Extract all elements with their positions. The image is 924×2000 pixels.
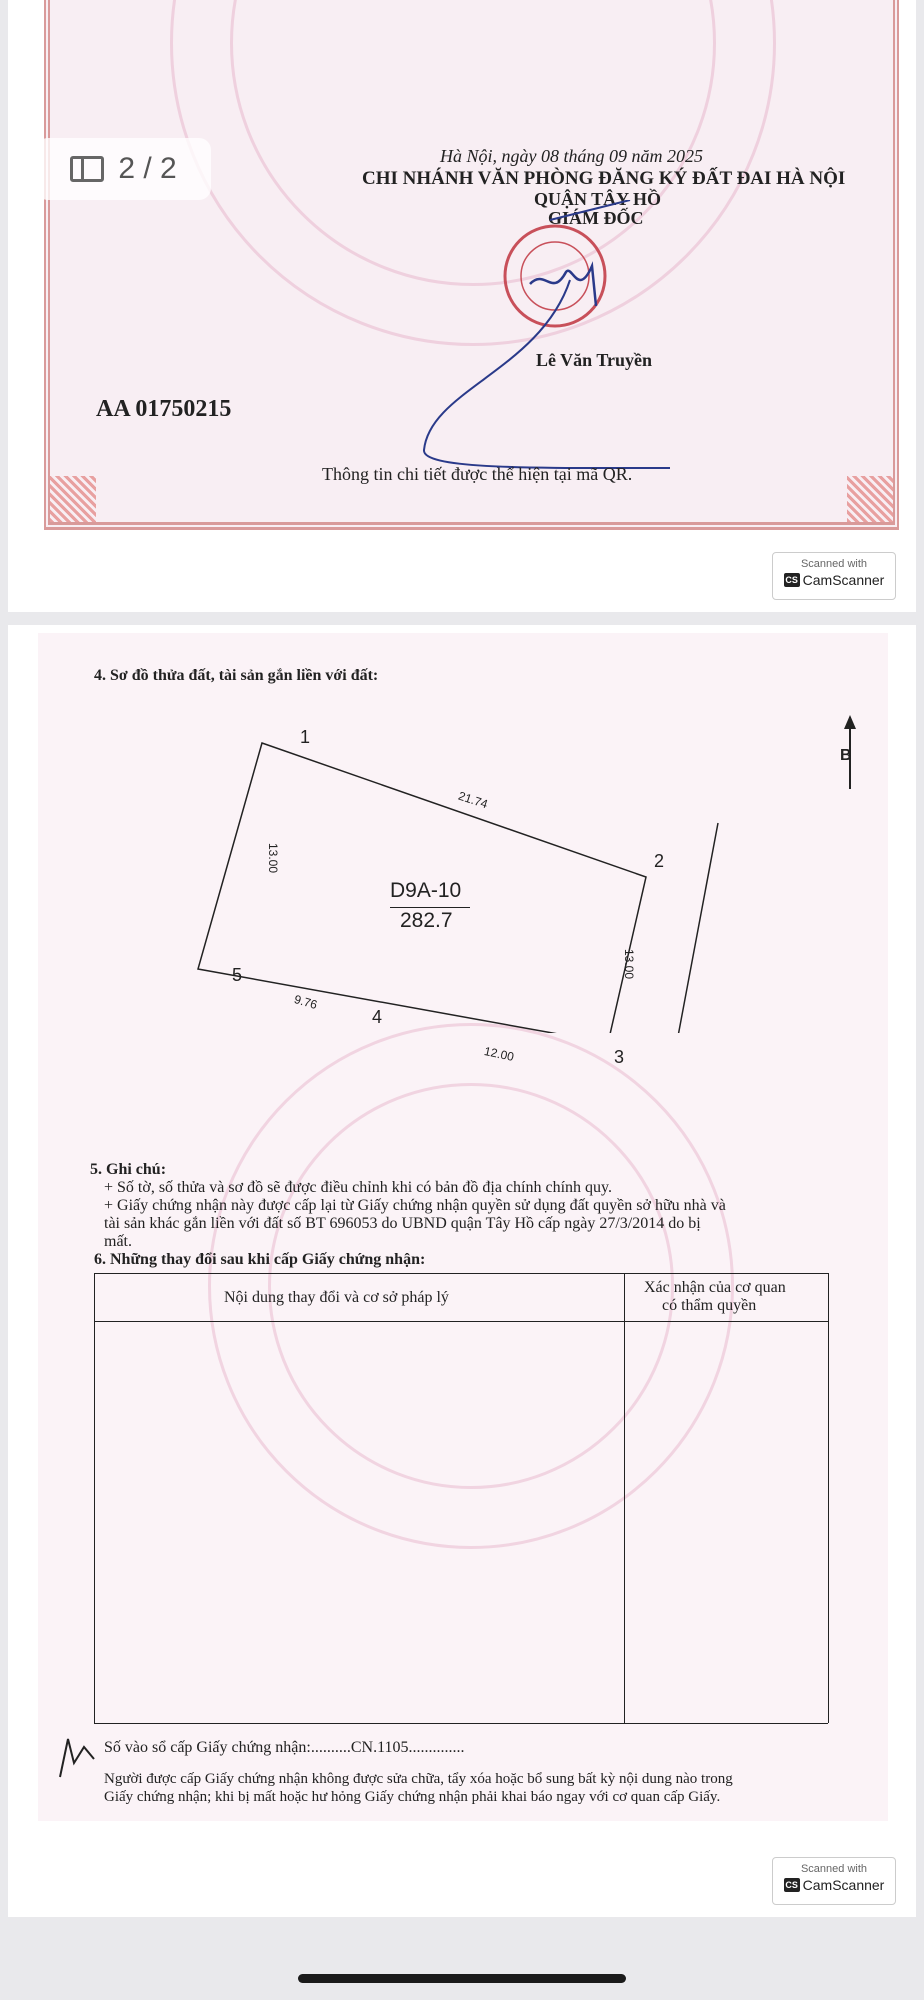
plot-point-2: 2	[654, 851, 665, 871]
page-indicator[interactable]	[36, 138, 211, 200]
section-6-title: 6. Những thay đổi sau khi cấp Giấy chứng nhận:	[94, 1251, 426, 1268]
table-header-confirmation-line-1: Xác nhận của cơ quan	[644, 1279, 786, 1296]
plot-point-1: 1	[300, 727, 311, 747]
parcel-divider	[390, 907, 470, 908]
section-4-title: 4. Sơ đồ thửa đất, tài sản gắn liền với đất:	[94, 667, 379, 684]
signature-flourish	[420, 200, 720, 480]
certificate-serial: AA 01750215	[96, 396, 232, 422]
page-indicator-label: 2 / 2	[118, 152, 177, 185]
section-5-title: 5. Ghi chú:	[90, 1161, 167, 1178]
qr-note: Thông tin chi tiết được thể hiện tại mã QR.	[322, 464, 633, 484]
date-line: Hà Nội, ngày 08 tháng 09 năm 2025	[440, 146, 703, 166]
sidebar-icon	[70, 156, 104, 182]
plot-diagram	[178, 733, 778, 1033]
north-label: B	[840, 747, 852, 764]
edge-length-3-4: 12.00	[482, 1044, 516, 1064]
edge-length-5-1: 13.00	[266, 842, 281, 874]
district-name: QUẬN TÂY HỒ	[534, 189, 662, 209]
page-1	[8, 0, 916, 612]
camscanner-watermark-2: Scanned with CS CamScanner	[772, 1857, 896, 1905]
parcel-id: D9A-10	[390, 879, 462, 902]
plot-point-3: 3	[614, 1047, 625, 1067]
certificate-page-1	[44, 0, 899, 530]
corner-ornament-left	[50, 476, 96, 522]
edge-length-4-5: 9.76	[292, 992, 319, 1012]
certificate-page-2	[38, 633, 888, 1821]
parcel-area: 282.7	[400, 909, 453, 932]
camscanner-logo-icon: CS	[785, 575, 798, 585]
drum-pattern-inner	[268, 1083, 674, 1489]
note-2-line-2: tài sản khác gắn liền với đất số BT 696053 do UBND quận Tây Hồ cấp ngày 27/3/2014 do bị	[104, 1215, 701, 1232]
table-header-confirmation-line-2: có thẩm quyền	[662, 1297, 757, 1314]
page-2	[8, 625, 916, 1917]
table-header-changes: Nội dung thay đổi và cơ sở pháp lý	[224, 1289, 449, 1306]
camscanner-logo-icon: CS	[785, 1880, 798, 1890]
home-indicator[interactable]	[298, 1974, 626, 1983]
note-2-line-3: mất.	[104, 1233, 132, 1250]
plot-point-4: 4	[372, 1007, 383, 1027]
warning-line-2: Giấy chứng nhận; khi bị mất hoặc hư hỏng Giấy chứng nhận phải khai báo ngay với cơ quan cấp Giấy.	[104, 1789, 721, 1805]
office-name: CHI NHÁNH VĂN PHÒNG ĐĂNG KÝ ĐẤT ĐAI HÀ NỘI	[362, 168, 846, 189]
role-title: GIÁM ĐỐC	[548, 208, 644, 228]
note-1: + Số tờ, số thửa và sơ đồ sẽ được điều chỉnh khi có bản đồ địa chính chính quy.	[104, 1179, 612, 1196]
plot-point-5: 5	[232, 965, 243, 985]
edge-length-2-3: 13.00	[622, 948, 637, 980]
note-2-line-1: + Giấy chứng nhận này được cấp lại từ Giấy chứng nhận quyền sử dụng đất quyền sở hữu nhà và	[104, 1197, 726, 1214]
camscanner-watermark-1: Scanned with CS CamScanner	[772, 552, 896, 600]
initials-mark	[54, 1733, 104, 1783]
signer-name: Lê Văn Truyền	[536, 350, 653, 370]
corner-ornament-right	[847, 476, 893, 522]
warning-line-1: Người được cấp Giấy chứng nhận không được sửa chữa, tẩy xóa hoặc bổ sung bất kỳ nội dung nào trong	[104, 1771, 733, 1787]
edge-length-1-2: 21.74	[456, 788, 490, 812]
register-number: Số vào sổ cấp Giấy chứng nhận:..........CN.1105..............	[104, 1739, 465, 1756]
